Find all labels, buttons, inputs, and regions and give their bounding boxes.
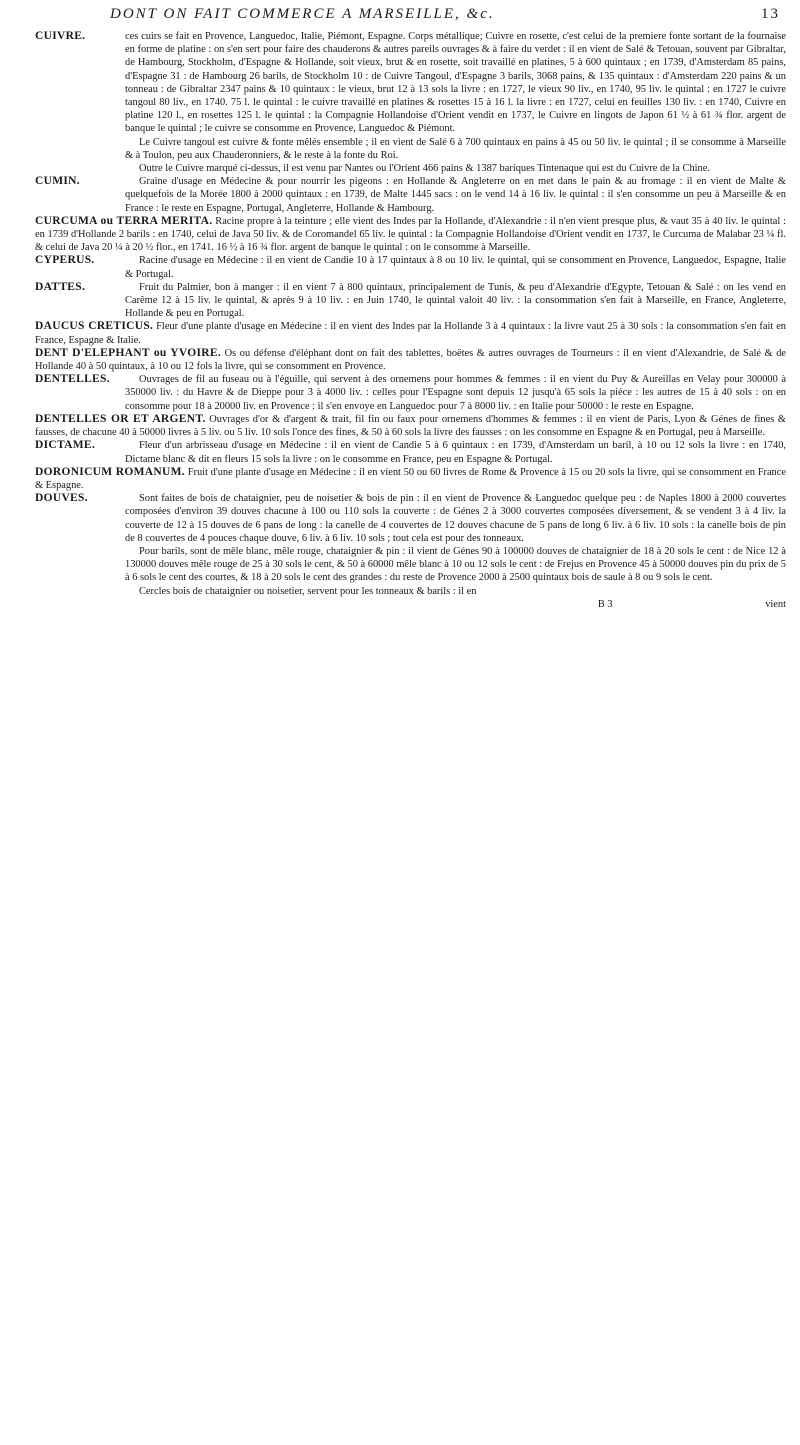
entry-runin [35,320,786,346]
entry-dentelles-or [0,413,800,439]
entry-runin [35,466,786,492]
entry-dictame [0,439,800,465]
entry-paragraph: Ouvrages de fil au fuseau ou à l'éguille, qui servent à des ornemens pour hommes & femmes : il en vient du Puy & Aureillas en Velay pour 300000 à 350000 liv. : du Havre & de Dieppe pour 3 à 4000 liv. : celles pour l'Espagne sont depuis 12 jusqu'à 65 sols la piéce : les autres de 15 à 40 sols : on en consomme pour 18 à 20000 liv. en Provence : il s'en envoye en Languedoc pour 7 à 8000 liv. : en Italie pour 50000 : le reste en Espagne. [125,374,786,412]
entry-paragraph: Outre le Cuivre marqué ci-dessus, il est venu par Nantes ou l'Orient 466 pains & 1387 bariques Tintenaque qui est du Cuivre de la Chine. [139,163,710,175]
entry-head: DATTES. [35,280,86,293]
entry-doronicum [0,466,800,492]
entry-paragraph: ces cuirs se fait en Provence, Languedoc, Italie, Piémont, Espagne. Corps métallique; Cuivre en rosette, c'est celui de la premiere fonte sortant de la fournaise en forme de platine : on s'en sert pour faire des chauderons & autres pareils ouvrages & à faire du verdet : il en vient de Salé & Tetouan, souvent par Gibraltar, de Hambourg, Stockholm, d'Espagne & Hollande, soit vieux, brut & en rosette, soit travaillé en platines, 5 à 600 quintaux ; en 1739, d'Amsterdam 85 pains, d'Espagne 31 : de Hambourg 26 barils, de Stockholm 10 : de Cuivre Tangoul, d'Espagne 3 barils, 3068 pains, & 135 quintaux : d'Amsterdam 220 pains & un tonneau : de Gibraltar 2347 pains & 10 quintaux : le vieux, brut 12 à 13 sols la livre : en 1727, le vieux 90 liv., en 1740, 95 liv. le quintal : en 1727 le cuivre tangoul 80 liv., en 1740. 75 l. le quintal : le cuivre travaillé en platines & rosettes 15 à 16 l. la livre : en 1727, celui en feuilles 130 liv. : en 1740, Cuivre en platine 120 l., en rosettes 125 l. le quintal : la Compagnie Hollandoise d'Orient vendit en 1737, le Cuivre en lingots de Japon 61 ½ à 61 ¾ flor. argent de banque le quintal ; le cuivre se consomme en Provence, Languedoc & Piémont. [125,31,786,135]
page-number: 13 [761,6,780,22]
running-title: DONT ON FAIT COMMERCE A MARSEILLE, &c. [110,6,495,22]
entry-text: Fleur d'une plante d'usage en Médecine : il en vient des Indes par la Hollande 3 à 4 quintaux : la livre vaut 25 à 30 sols : la consommation s'en fait en France, Espagne & Italie. [35,321,787,346]
entry-runin [35,347,786,373]
entry-head: DENT D'ELEPHANT ou YVOIRE. [35,346,222,359]
entry-head: DICTAME. [35,439,96,452]
entry-runin [35,413,786,439]
entry-head: CURCUMA ou TERRA MERITA. [35,214,213,227]
entry-text: Ouvrages d'or & d'argent & trait, fil fin ou faux pour ornemens d'hommes & femmes : il en vient de Paris, Lyon & Génes de fines & fausses, de chacune 40 à 50000 livres à 5 liv. ou 5 liv. 10 sols l'once des fines, & 50 à 60 sols la livre des fausses : on les consomme en Espagne & en Portugal, peu à Marseille. [35,413,786,439]
entry-cuivre [0,30,800,175]
entry-douves [0,492,800,598]
entry-dent [0,347,800,373]
entry-dentelles [0,373,800,413]
catchword: vient [765,598,786,610]
page-footer [0,598,786,611]
entry-head: DENTELLES. [35,373,110,386]
page-header [110,6,780,28]
entry-text: Fruit d'une plante d'usage en Médecine : il en vient 50 ou 60 livres de Rome & Provence à 15 ou 20 sols la livre, qui se consomment en France & Espagne. [35,466,786,491]
entry-head: CYPERUS. [35,254,95,267]
entry-head: CUIVRE. [35,30,86,42]
entry-curcuma [0,215,800,255]
entry-head: CUMIN. [35,175,80,188]
entry-paragraph: Pour barils, sont de mêle blanc, mêle rouge, chataignier & pin : il vient de Génes 90 à 100000 douves de chataignier de 18 à 20 sols le cent : de Nice 12 à 130000 douves mêle rouge de 25 à 30 sols le cent, & 50 à 60000 mêle blanc à 10 ou 12 sols le cent : de Frejus en Provence 45 à 50000 douves pin du prix de 5 à 6 sols le cent des courtes, & 18 à 20 sols le cent des grandes : du reste de Provence 2000 à 2500 quintaux bois de saule à 8 ou 9 sols le cent. [125,545,786,584]
entry-paragraph: Le Cuivre tangoul est cuivre & fonte mêlés ensemble ; il en vient de Salé 6 à 700 quintaux en pains à 45 ou 50 liv. le quintal ; il se consomme à Marseille & à Toulon, peu aux Chauderonniers, & le reste à la fonte du Roi. [125,136,786,161]
signature-mark: B 3 [597,598,613,610]
entry-text: Racine propre à la teinture ; elle vient des Indes par la Hollande, d'Alexandrie : il n'en vient presque plus, & vaut 35 à 40 liv. le quintal : en 1739 d'Hollande 2 barils : en 1740, celui de Java 50 liv. & de Coromandel 65 liv. le quintal : la Compagnie Hollandoise d'Orient vendit en 1737, le Curcuma de Malabar 23 ¼ fl. & celui de Java 20 ¼ à 20 ½ flor., en 1741. 16 ½ à 16 ¾ flor. argent de banque le quintal : on le consomme à Marseille. [35,215,786,254]
entry-head: DOUVES. [35,492,88,505]
entry-paragraph: Cercles bois de chataignier ou noisetier, servent pour les tonneaux & barils : il en [139,585,477,597]
entry-runin [35,215,786,255]
entry-cyperus [0,254,800,280]
entry-head: DENTELLES OR ET ARGENT. [35,412,206,425]
entry-paragraph: Racine d'usage en Médecine : il en vient de Candie 10 à 17 quintaux à 8 ou 10 liv. le quintal, qui se consomment en Provence, Languedoc, Espagne, Italie & Portugal. [125,255,786,280]
entry-paragraph: Fleur d'un arbrisseau d'usage en Médecine : il en vient de Candie 5 à 6 quintaux : en 1739, d'Amsterdam un baril, à 10 ou 12 sols la livre : en 1740, Dictame blanc & dit en fleurs 15 sols la livre : on le consomme en France, peu en Espagne & Portugal. [125,440,786,465]
entry-paragraph: Fruit du Palmier, bon à manger : il en vient 7 à 800 quintaux, principalement de Tunis, & peu d'Alexandrie d'Egypte, Tetouan & Salé : on les vend en Carême 12 à 15 liv. le quintal, & après 9 à 10 liv. : en Juin 1740, le quintal valoit 40 liv. : la consommation s'en fait à Marseille, en France, Angleterre, Hollande & peu en Portugal. [125,281,786,320]
entry-head: DAUCUS CRETICUS. [35,320,154,333]
entries [0,30,800,611]
entry-paragraph: Sont faites de bois de chataignier, peu de noisetier & bois de pin : il en vient de Provence & Languedoc quelque peu : de Naples 1800 à 2000 couvertes composées d'environ 39 douves chacune à 100 ou 110 sols la couverte : de Génes 2 à 3000 couvertes composées diversement, & se vendent 3 à 4 liv. la couverte de 12 à 15 douves de 6 pans de long : la canelle de 4 couvertes de 12 douves chacune de 5 pans de long 6 liv. à 6 liv. 10 sols : la canelle bois de pin de 8 couvertes de 4 pouces chaque douve, 6 liv. à 6 liv. 10 sols ; tout cela est pour des tonneaux. [125,493,786,544]
entry-daucus [0,320,800,346]
entry-dattes [0,281,800,321]
entry-head: DORONICUM ROMANUM. [35,465,185,478]
entry-cumin [0,175,800,215]
entry-paragraph: Graine d'usage en Médecine & pour nourrir les pigeons : en Hollande & Angleterre on en met dans le pain & au fromage : il en vient de Malte & quelquefois de la Morée 1800 à 2000 quintaux : en 1739, de Malte 1445 sacs : on le vend 14 à 16 liv. le quintal : il s'en consomme un peu à Marseille & en France : le reste en Espagne, Portugal, Angleterre, Hollande & Hambourg. [125,176,786,214]
entry-text: Os ou défense d'éléphant dont on fait des tablettes, boëtes & autres ouvrages de Tourneurs : il en vient d'Alexandrie, de Salé & de Hollande 40 à 50 quintaux, à 10 ou 12 fols la livre, qui se consomment en Provence. [35,347,787,373]
